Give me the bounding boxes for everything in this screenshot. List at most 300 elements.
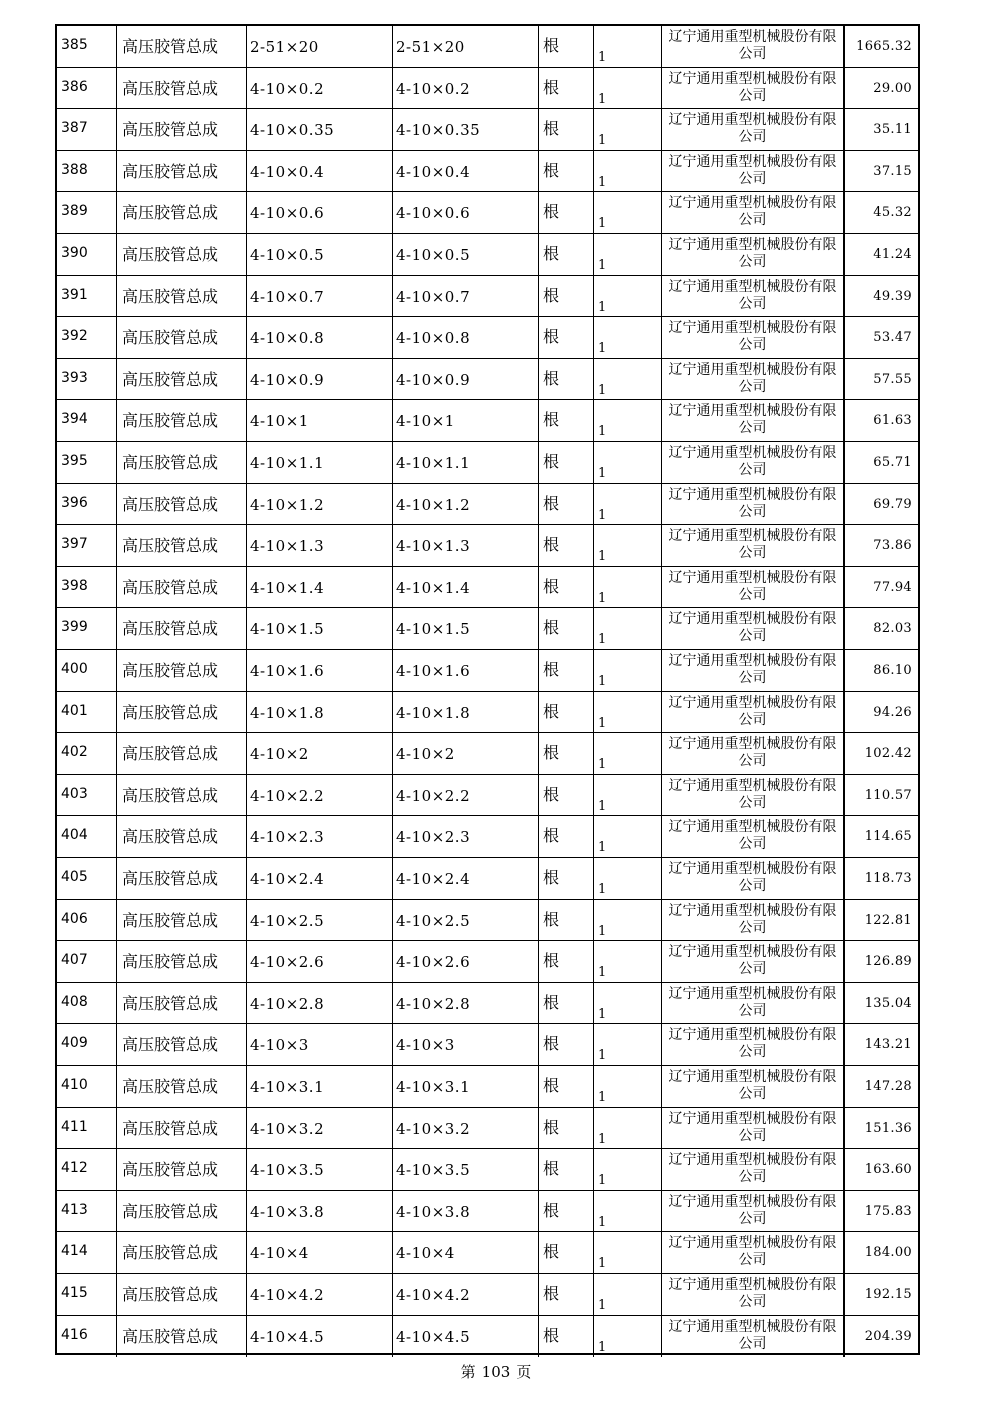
table-row bbox=[57, 900, 918, 942]
part-unit: 根 bbox=[543, 784, 560, 804]
part-quantity: 1 bbox=[598, 840, 607, 856]
part-name: 高压胶管总成 bbox=[122, 1160, 219, 1180]
part-name-cell bbox=[117, 359, 247, 400]
part-unit: 根 bbox=[543, 368, 560, 388]
table-row bbox=[57, 692, 918, 734]
part-model: 4-10×0.4 bbox=[396, 162, 471, 181]
part-name: 高压胶管总成 bbox=[122, 744, 219, 764]
part-name: 高压胶管总成 bbox=[122, 702, 219, 722]
manufacturer-cell bbox=[662, 1149, 845, 1190]
part-spec-cell bbox=[247, 1024, 393, 1065]
row-number-cell bbox=[57, 192, 117, 233]
manufacturer-cell bbox=[662, 858, 845, 899]
row-number: 413 bbox=[61, 1201, 88, 1218]
part-quantity: 1 bbox=[598, 549, 607, 565]
part-unit: 根 bbox=[543, 1034, 560, 1054]
part-spec-cell bbox=[247, 26, 393, 67]
row-number: 388 bbox=[61, 161, 88, 178]
part-name: 高压胶管总成 bbox=[122, 203, 219, 223]
row-number: 416 bbox=[61, 1326, 88, 1343]
part-model-cell bbox=[393, 484, 539, 525]
part-spec: 4-10×3 bbox=[250, 1036, 309, 1055]
part-unit-cell bbox=[539, 983, 594, 1024]
part-model: 4-10×0.35 bbox=[396, 121, 481, 140]
unit-price-cell bbox=[845, 775, 918, 816]
part-model: 4-10×1.3 bbox=[396, 537, 471, 556]
part-spec-cell bbox=[247, 234, 393, 275]
part-name-cell bbox=[117, 26, 247, 67]
manufacturer-cell bbox=[662, 109, 845, 150]
unit-price: 82.03 bbox=[873, 621, 912, 637]
row-number-cell bbox=[57, 1149, 117, 1190]
part-model-cell bbox=[393, 983, 539, 1024]
row-number: 395 bbox=[61, 453, 88, 469]
part-model: 4-10×1.2 bbox=[396, 495, 471, 514]
part-quantity-cell bbox=[594, 650, 662, 691]
part-model: 4-10×1.4 bbox=[396, 578, 471, 597]
part-model-cell bbox=[393, 608, 539, 649]
part-spec-cell bbox=[247, 1108, 393, 1149]
row-number-cell bbox=[57, 109, 117, 150]
part-unit-cell bbox=[539, 234, 594, 275]
part-unit: 根 bbox=[543, 1284, 560, 1303]
unit-price-cell bbox=[845, 151, 918, 192]
row-number-cell bbox=[57, 567, 117, 608]
part-name: 高压胶管总成 bbox=[122, 328, 219, 348]
part-spec: 4-10×2.5 bbox=[250, 911, 325, 930]
part-unit: 根 bbox=[543, 1117, 560, 1137]
unit-price: 94.26 bbox=[873, 704, 912, 720]
part-spec: 4-10×1.5 bbox=[250, 620, 325, 639]
unit-price: 135.04 bbox=[864, 995, 912, 1011]
unit-price: 175.83 bbox=[864, 1203, 912, 1219]
part-unit-cell bbox=[539, 900, 594, 941]
part-model-cell bbox=[393, 733, 539, 774]
unit-price-cell bbox=[845, 941, 918, 982]
part-quantity-cell bbox=[594, 109, 662, 150]
part-quantity: 1 bbox=[598, 923, 607, 939]
manufacturer-cell bbox=[662, 1191, 845, 1232]
manufacturer-cell bbox=[662, 151, 845, 192]
part-quantity-cell bbox=[594, 983, 662, 1024]
part-quantity: 1 bbox=[598, 1214, 607, 1230]
part-unit-cell bbox=[539, 1274, 594, 1315]
manufacturer: 辽宁通用重型机械股份有限公司 bbox=[668, 403, 837, 437]
row-number: 391 bbox=[61, 286, 88, 303]
table-row bbox=[57, 234, 918, 276]
unit-price: 118.73 bbox=[864, 871, 912, 886]
part-model-cell bbox=[393, 941, 539, 982]
part-quantity-cell bbox=[594, 567, 662, 608]
part-quantity-cell bbox=[594, 1274, 662, 1315]
part-quantity: 1 bbox=[598, 299, 607, 315]
unit-price-cell bbox=[845, 1108, 918, 1149]
row-number-cell bbox=[57, 442, 117, 483]
part-name: 高压胶管总成 bbox=[122, 785, 219, 805]
part-name: 高压胶管总成 bbox=[122, 1077, 219, 1096]
manufacturer: 辽宁通用重型机械股份有限公司 bbox=[668, 361, 837, 395]
part-name-cell bbox=[117, 276, 247, 317]
part-model: 4-10×2.5 bbox=[396, 911, 471, 930]
part-name: 高压胶管总成 bbox=[122, 245, 219, 264]
part-spec-cell bbox=[247, 608, 393, 649]
unit-price-cell bbox=[845, 692, 918, 733]
row-number-cell bbox=[57, 650, 117, 691]
part-quantity: 1 bbox=[598, 632, 607, 648]
part-unit: 根 bbox=[543, 1200, 560, 1220]
part-quantity-cell bbox=[594, 442, 662, 483]
part-name-cell bbox=[117, 567, 247, 608]
part-quantity: 1 bbox=[598, 1131, 607, 1147]
table-row bbox=[57, 525, 918, 567]
part-model: 4-10×0.7 bbox=[396, 287, 471, 306]
unit-price: 37.15 bbox=[873, 163, 912, 179]
part-spec-cell bbox=[247, 692, 393, 733]
part-model: 4-10×0.8 bbox=[396, 329, 471, 348]
part-name: 高压胶管总成 bbox=[122, 577, 219, 597]
part-unit: 根 bbox=[543, 1325, 560, 1345]
part-quantity: 1 bbox=[598, 50, 607, 65]
part-quantity: 1 bbox=[598, 1006, 607, 1022]
part-model: 4-10×0.9 bbox=[396, 370, 471, 389]
part-unit-cell bbox=[539, 151, 594, 192]
unit-price-cell bbox=[845, 858, 918, 899]
part-spec: 4-10×0.9 bbox=[250, 370, 325, 389]
manufacturer: 辽宁通用重型机械股份有限公司 bbox=[668, 29, 837, 62]
manufacturer-cell bbox=[662, 733, 845, 774]
manufacturer: 辽宁通用重型机械股份有限公司 bbox=[668, 1152, 837, 1186]
unit-price: 77.94 bbox=[873, 579, 912, 595]
part-name-cell bbox=[117, 68, 247, 109]
manufacturer: 辽宁通用重型机械股份有限公司 bbox=[668, 1193, 837, 1227]
unit-price-cell bbox=[845, 26, 918, 67]
part-unit: 根 bbox=[543, 826, 560, 846]
part-quantity-cell bbox=[594, 1149, 662, 1190]
table-row bbox=[57, 276, 918, 318]
part-unit-cell bbox=[539, 1024, 594, 1065]
part-spec-cell bbox=[247, 1274, 393, 1315]
part-spec: 4-10×2.3 bbox=[250, 828, 325, 847]
unit-price: 69.79 bbox=[873, 496, 912, 512]
part-quantity: 1 bbox=[598, 424, 607, 440]
part-name: 高压胶管总成 bbox=[122, 661, 219, 680]
part-unit-cell bbox=[539, 525, 594, 566]
part-name: 高压胶管总成 bbox=[122, 536, 219, 556]
part-spec-cell bbox=[247, 1316, 393, 1358]
manufacturer-cell bbox=[662, 68, 845, 109]
row-number-cell bbox=[57, 1232, 117, 1273]
part-model-cell bbox=[393, 1149, 539, 1190]
manufacturer-cell bbox=[662, 442, 845, 483]
row-number: 404 bbox=[61, 827, 88, 844]
part-quantity-cell bbox=[594, 775, 662, 816]
part-quantity-cell bbox=[594, 858, 662, 899]
part-unit-cell bbox=[539, 359, 594, 400]
table-row bbox=[57, 567, 918, 609]
manufacturer: 辽宁通用重型机械股份有限公司 bbox=[668, 902, 837, 936]
part-spec-cell bbox=[247, 151, 393, 192]
part-spec: 2-51×20 bbox=[250, 38, 319, 56]
part-spec: 4-10×0.4 bbox=[250, 162, 325, 181]
part-unit: 根 bbox=[543, 701, 560, 721]
part-quantity-cell bbox=[594, 68, 662, 109]
part-name: 高压胶管总成 bbox=[122, 161, 219, 181]
manufacturer-cell bbox=[662, 525, 845, 566]
manufacturer-cell bbox=[662, 276, 845, 317]
part-spec-cell bbox=[247, 484, 393, 525]
table-row bbox=[57, 359, 918, 401]
part-quantity-cell bbox=[594, 692, 662, 733]
manufacturer: 辽宁通用重型机械股份有限公司 bbox=[668, 1110, 837, 1144]
part-name: 高压胶管总成 bbox=[122, 869, 219, 888]
part-quantity-cell bbox=[594, 400, 662, 441]
table-row bbox=[57, 484, 918, 526]
part-unit-cell bbox=[539, 192, 594, 233]
manufacturer-cell bbox=[662, 1108, 845, 1149]
part-name: 高压胶管总成 bbox=[122, 952, 219, 972]
part-quantity: 1 bbox=[598, 674, 607, 689]
manufacturer: 辽宁通用重型机械股份有限公司 bbox=[668, 861, 837, 894]
table-row bbox=[57, 650, 918, 692]
part-name: 高压胶管总成 bbox=[122, 120, 219, 140]
part-unit-cell bbox=[539, 1149, 594, 1190]
part-quantity-cell bbox=[594, 26, 662, 67]
row-number: 405 bbox=[61, 869, 88, 885]
row-number: 390 bbox=[61, 245, 88, 261]
part-spec: 4-10×4 bbox=[250, 1244, 309, 1263]
row-number: 399 bbox=[61, 619, 88, 636]
page-suffix: 页 bbox=[516, 1363, 532, 1381]
part-unit-cell bbox=[539, 1191, 594, 1232]
part-model-cell bbox=[393, 276, 539, 317]
part-spec-cell bbox=[247, 567, 393, 608]
table-row bbox=[57, 109, 918, 151]
row-number: 408 bbox=[61, 993, 88, 1010]
part-spec: 4-10×2.2 bbox=[250, 786, 325, 805]
unit-price-cell bbox=[845, 109, 918, 150]
part-name: 高压胶管总成 bbox=[122, 1326, 219, 1346]
part-quantity: 1 bbox=[598, 507, 607, 523]
part-name: 高压胶管总成 bbox=[122, 1118, 219, 1138]
row-number: 392 bbox=[61, 328, 88, 345]
unit-price: 57.55 bbox=[873, 371, 912, 387]
table-row bbox=[57, 775, 918, 817]
manufacturer: 辽宁通用重型机械股份有限公司 bbox=[668, 445, 837, 478]
unit-price: 35.11 bbox=[873, 122, 912, 138]
part-model: 4-10×3.5 bbox=[396, 1161, 471, 1180]
part-unit: 根 bbox=[543, 160, 560, 180]
manufacturer: 辽宁通用重型机械股份有限公司 bbox=[668, 278, 837, 312]
part-model-cell bbox=[393, 1316, 539, 1358]
row-number: 393 bbox=[61, 369, 88, 386]
part-name: 高压胶管总成 bbox=[122, 37, 219, 56]
part-unit: 根 bbox=[543, 992, 560, 1012]
row-number: 406 bbox=[61, 910, 88, 927]
unit-price: 29.00 bbox=[873, 80, 912, 96]
unit-price-cell bbox=[845, 525, 918, 566]
manufacturer-cell bbox=[662, 567, 845, 608]
part-name: 高压胶管总成 bbox=[122, 1285, 219, 1304]
part-name-cell bbox=[117, 317, 247, 358]
manufacturer: 辽宁通用重型机械股份有限公司 bbox=[668, 70, 837, 104]
manufacturer: 辽宁通用重型机械股份有限公司 bbox=[668, 486, 837, 520]
row-number-cell bbox=[57, 608, 117, 649]
part-model-cell bbox=[393, 317, 539, 358]
table-row bbox=[57, 1066, 918, 1108]
part-model-cell bbox=[393, 442, 539, 483]
part-quantity-cell bbox=[594, 816, 662, 857]
part-spec: 4-10×1.6 bbox=[250, 662, 325, 680]
row-number-cell bbox=[57, 1108, 117, 1149]
manufacturer-cell bbox=[662, 26, 845, 67]
part-quantity-cell bbox=[594, 192, 662, 233]
part-quantity-cell bbox=[594, 317, 662, 358]
part-unit-cell bbox=[539, 276, 594, 317]
manufacturer-cell bbox=[662, 692, 845, 733]
part-quantity: 1 bbox=[598, 382, 607, 398]
manufacturer: 辽宁通用重型机械股份有限公司 bbox=[668, 985, 837, 1019]
row-number: 397 bbox=[61, 536, 88, 553]
row-number: 407 bbox=[61, 952, 88, 969]
table-row bbox=[57, 733, 918, 775]
manufacturer-cell bbox=[662, 317, 845, 358]
part-name-cell bbox=[117, 1024, 247, 1065]
manufacturer-cell bbox=[662, 1232, 845, 1273]
manufacturer: 辽宁通用重型机械股份有限公司 bbox=[668, 1277, 837, 1310]
row-number: 403 bbox=[61, 785, 88, 802]
part-unit: 根 bbox=[543, 576, 560, 596]
unit-price: 184.00 bbox=[864, 1245, 912, 1261]
part-unit: 根 bbox=[543, 119, 560, 139]
part-quantity: 1 bbox=[598, 965, 607, 981]
manufacturer: 辽宁通用重型机械股份有限公司 bbox=[668, 1318, 837, 1352]
part-model-cell bbox=[393, 1108, 539, 1149]
part-model-cell bbox=[393, 858, 539, 899]
part-name-cell bbox=[117, 192, 247, 233]
part-spec-cell bbox=[247, 983, 393, 1024]
part-spec: 4-10×3.8 bbox=[250, 1202, 325, 1221]
manufacturer: 辽宁通用重型机械股份有限公司 bbox=[668, 195, 837, 229]
part-name-cell bbox=[117, 1274, 247, 1315]
part-spec-cell bbox=[247, 650, 393, 691]
part-model-cell bbox=[393, 692, 539, 733]
manufacturer: 辽宁通用重型机械股份有限公司 bbox=[668, 112, 837, 146]
part-name-cell bbox=[117, 692, 247, 733]
unit-price-cell bbox=[845, 567, 918, 608]
part-model: 4-10×1.1 bbox=[396, 454, 471, 472]
part-spec-cell bbox=[247, 192, 393, 233]
part-spec-cell bbox=[247, 733, 393, 774]
part-unit: 根 bbox=[543, 285, 560, 305]
part-model: 4-10×4.5 bbox=[396, 1327, 471, 1346]
unit-price: 53.47 bbox=[873, 330, 912, 346]
part-spec-cell bbox=[247, 525, 393, 566]
table-row bbox=[57, 1108, 918, 1150]
table-row bbox=[57, 317, 918, 359]
table-row bbox=[57, 1024, 918, 1066]
part-name-cell bbox=[117, 1191, 247, 1232]
part-unit: 根 bbox=[543, 1242, 560, 1262]
part-quantity-cell bbox=[594, 1066, 662, 1107]
unit-price-cell bbox=[845, 983, 918, 1024]
part-model-cell bbox=[393, 567, 539, 608]
part-spec: 4-10×4.2 bbox=[250, 1286, 325, 1304]
row-number-cell bbox=[57, 1274, 117, 1315]
part-name: 高压胶管总成 bbox=[122, 286, 219, 306]
part-quantity: 1 bbox=[598, 1090, 607, 1105]
manufacturer-cell bbox=[662, 941, 845, 982]
part-name-cell bbox=[117, 1066, 247, 1107]
row-number: 412 bbox=[61, 1160, 88, 1177]
part-spec-cell bbox=[247, 858, 393, 899]
part-quantity-cell bbox=[594, 234, 662, 275]
unit-price-cell bbox=[845, 359, 918, 400]
unit-price-cell bbox=[845, 317, 918, 358]
unit-price-cell bbox=[845, 400, 918, 441]
row-number-cell bbox=[57, 276, 117, 317]
manufacturer-cell bbox=[662, 983, 845, 1024]
manufacturer: 辽宁通用重型机械股份有限公司 bbox=[668, 1027, 837, 1061]
part-unit: 根 bbox=[543, 452, 560, 471]
part-name-cell bbox=[117, 900, 247, 941]
unit-price: 192.15 bbox=[864, 1287, 912, 1302]
part-model-cell bbox=[393, 525, 539, 566]
part-spec: 4-10×3.5 bbox=[250, 1161, 325, 1180]
unit-price-cell bbox=[845, 68, 918, 109]
manufacturer: 辽宁通用重型机械股份有限公司 bbox=[668, 736, 837, 770]
table-row bbox=[57, 192, 918, 234]
part-model-cell bbox=[393, 816, 539, 857]
part-quantity: 1 bbox=[598, 466, 607, 481]
part-model-cell bbox=[393, 192, 539, 233]
part-name-cell bbox=[117, 775, 247, 816]
table-row bbox=[57, 151, 918, 193]
part-spec: 4-10×1.2 bbox=[250, 495, 325, 514]
manufacturer-cell bbox=[662, 650, 845, 691]
part-name: 高压胶管总成 bbox=[122, 1201, 219, 1221]
part-name-cell bbox=[117, 151, 247, 192]
part-quantity-cell bbox=[594, 276, 662, 317]
part-spec: 4-10×1.1 bbox=[250, 454, 325, 472]
part-spec-cell bbox=[247, 276, 393, 317]
part-unit-cell bbox=[539, 941, 594, 982]
part-spec: 4-10×0.8 bbox=[250, 329, 325, 348]
manufacturer-cell bbox=[662, 234, 845, 275]
part-unit-cell bbox=[539, 400, 594, 441]
part-name-cell bbox=[117, 484, 247, 525]
part-unit-cell bbox=[539, 733, 594, 774]
part-quantity-cell bbox=[594, 1316, 662, 1358]
part-quantity-cell bbox=[594, 484, 662, 525]
row-number-cell bbox=[57, 900, 117, 941]
row-number: 409 bbox=[61, 1035, 88, 1052]
manufacturer-cell bbox=[662, 775, 845, 816]
table-row bbox=[57, 442, 918, 484]
unit-price-cell bbox=[845, 276, 918, 317]
row-number-cell bbox=[57, 26, 117, 67]
row-number: 411 bbox=[61, 1118, 88, 1135]
unit-price-cell bbox=[845, 1191, 918, 1232]
row-number-cell bbox=[57, 317, 117, 358]
unit-price: 163.60 bbox=[864, 1162, 912, 1178]
part-model: 4-10×3.8 bbox=[396, 1202, 471, 1221]
part-quantity-cell bbox=[594, 359, 662, 400]
part-quantity: 1 bbox=[598, 1048, 607, 1064]
part-name-cell bbox=[117, 650, 247, 691]
part-model: 4-10×0.5 bbox=[396, 246, 471, 264]
part-unit: 根 bbox=[543, 1076, 560, 1095]
row-number-cell bbox=[57, 400, 117, 441]
